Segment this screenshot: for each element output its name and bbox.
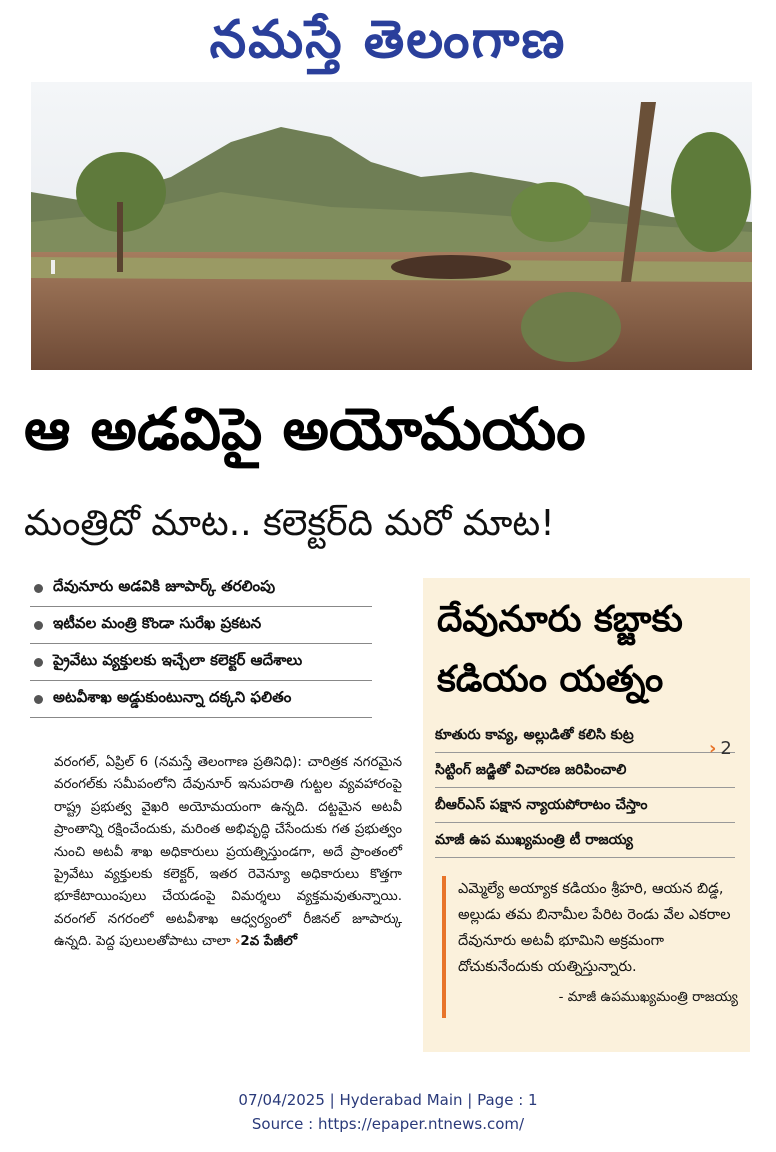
bullet-text: అటవీశాఖ అడ్డుకుంటున్నా దక్కని ఫలితం: [53, 688, 292, 706]
bullet-icon: [34, 658, 43, 667]
bullet-text: ప్రైవేటు వ్యక్తులకు ఇచ్చేలా కలెక్టర్‌ ఆదేశాలు: [53, 651, 303, 669]
bullet-icon: [34, 695, 43, 704]
page-reference-number: 2: [720, 738, 732, 759]
sidebar-point: కూతురు కావ్య, అల్లుడితో కలిసి కుట్ర: [435, 718, 735, 753]
chevron-right-icon: ›: [234, 934, 241, 950]
article-body: [54, 752, 402, 954]
footer-date-edition: 07/04/2025 | Hyderabad Main | Page : 1: [238, 1091, 538, 1109]
continued-link[interactable]: 2వ పేజీలో: [240, 934, 298, 950]
masthead-logo: నమస్తే తెలంగాణ: [209, 10, 567, 70]
bullet-item: [30, 644, 372, 681]
bullet-item: [30, 570, 372, 607]
forest-hill-image: [31, 82, 752, 370]
headline: ఆ అడవిపై అయోమయం: [24, 395, 586, 463]
sidebar-title-line: కడియం యత్నం: [437, 659, 664, 700]
bullet-icon: [34, 584, 43, 593]
bullet-text: ఇటీవల మంత్రి కొండా సురేఖ ప్రకటన: [53, 614, 262, 632]
sidebar-point: మాజీ ఉప ముఖ్యమంత్రి టీ రాజయ్య: [435, 823, 735, 858]
page-footer: [0, 1088, 776, 1136]
sidebar-point: బీఆర్‌ఎస్‌ పక్షాన న్యాయపోరాటం చేస్తాం: [435, 788, 735, 823]
sidebar-title: [437, 590, 742, 710]
quote-attribution: - మాజీ ఉపముఖ్యమంత్రి రాజయ్య: [558, 989, 738, 1005]
sidebar-point: సిట్టింగ్‌ జడ్జితో విచారణ జరిపించాలి: [435, 753, 735, 788]
forest-photo: [31, 82, 752, 370]
chevron-right-icon: ›: [709, 738, 717, 759]
sidebar-points: [435, 718, 735, 858]
bullet-item: [30, 607, 372, 644]
bullet-list: [30, 570, 372, 718]
bullet-item: [30, 681, 372, 718]
quote-text: ఎమ్మెల్యే అయ్యాక కడియం శ్రీహరి, ఆయన బిడ్డ, అల్లుడు తమ బినామీల పేరిట రెండు వేల ఎకరాల దేవునూరు అటవీ భూమిని అక్రమంగా దోచుకునేందుకు యత్నిస్తున్నారు.: [458, 881, 731, 975]
bullet-icon: [34, 621, 43, 630]
subheadline: మంత్రిదో మాట.. కలెక్టర్‌ది మరో మాట!: [24, 503, 555, 544]
sidebar-title-line: దేవునూరు కబ్జాకు: [437, 599, 683, 640]
quote-block: [458, 876, 738, 1010]
article-text: వరంగల్‌, ఏప్రిల్‌ 6 (నమస్తే తెలంగాణ ప్రతినిధి): చారిత్రక నగరమైన వరంగల్‌కు సమీపంలోని దేవునూర్‌ ఇనుపరాతి గుట్టల వ్యవహారంపై రాష్ట్ర ప్రభుత్వ వైఖరి అయోమయంగా ఉన్నది. దట్టమైన అటవీ ప్రాంతాన్ని రక్షించేందుకు, మరింత అభివృద్ధి చేసేందుకు గత ప్రభుత్వం నుంచి అటవీ శాఖ అధికారులు ప్రయత్నిస్తుండగా, అదే ప్రాంతంలో ప్రైవేటు వ్యక్తులకు కలెక్టర్‌, ఇతర రెవెన్యూ అధికారులు కొత్తగా భూకేటాయింపులు చేయడంపై విమర్శలు వ్యక్తమవుతున్నాయి. వరంగల్‌ నగరంలో అటవీశాఖ ఆధ్వర్యంలో రీజినల్‌ జూపార్కు ఉన్నది. పెద్ద పులులతోపాటు చాలా: [54, 755, 402, 950]
page-reference[interactable]: [709, 738, 732, 759]
quote-accent-bar: [442, 876, 446, 1018]
footer-source[interactable]: Source : https://epaper.ntnews.com/: [251, 1115, 525, 1133]
bullet-text: దేవునూరు అడవికి జూపార్క్‌ తరలింపు: [53, 577, 276, 595]
